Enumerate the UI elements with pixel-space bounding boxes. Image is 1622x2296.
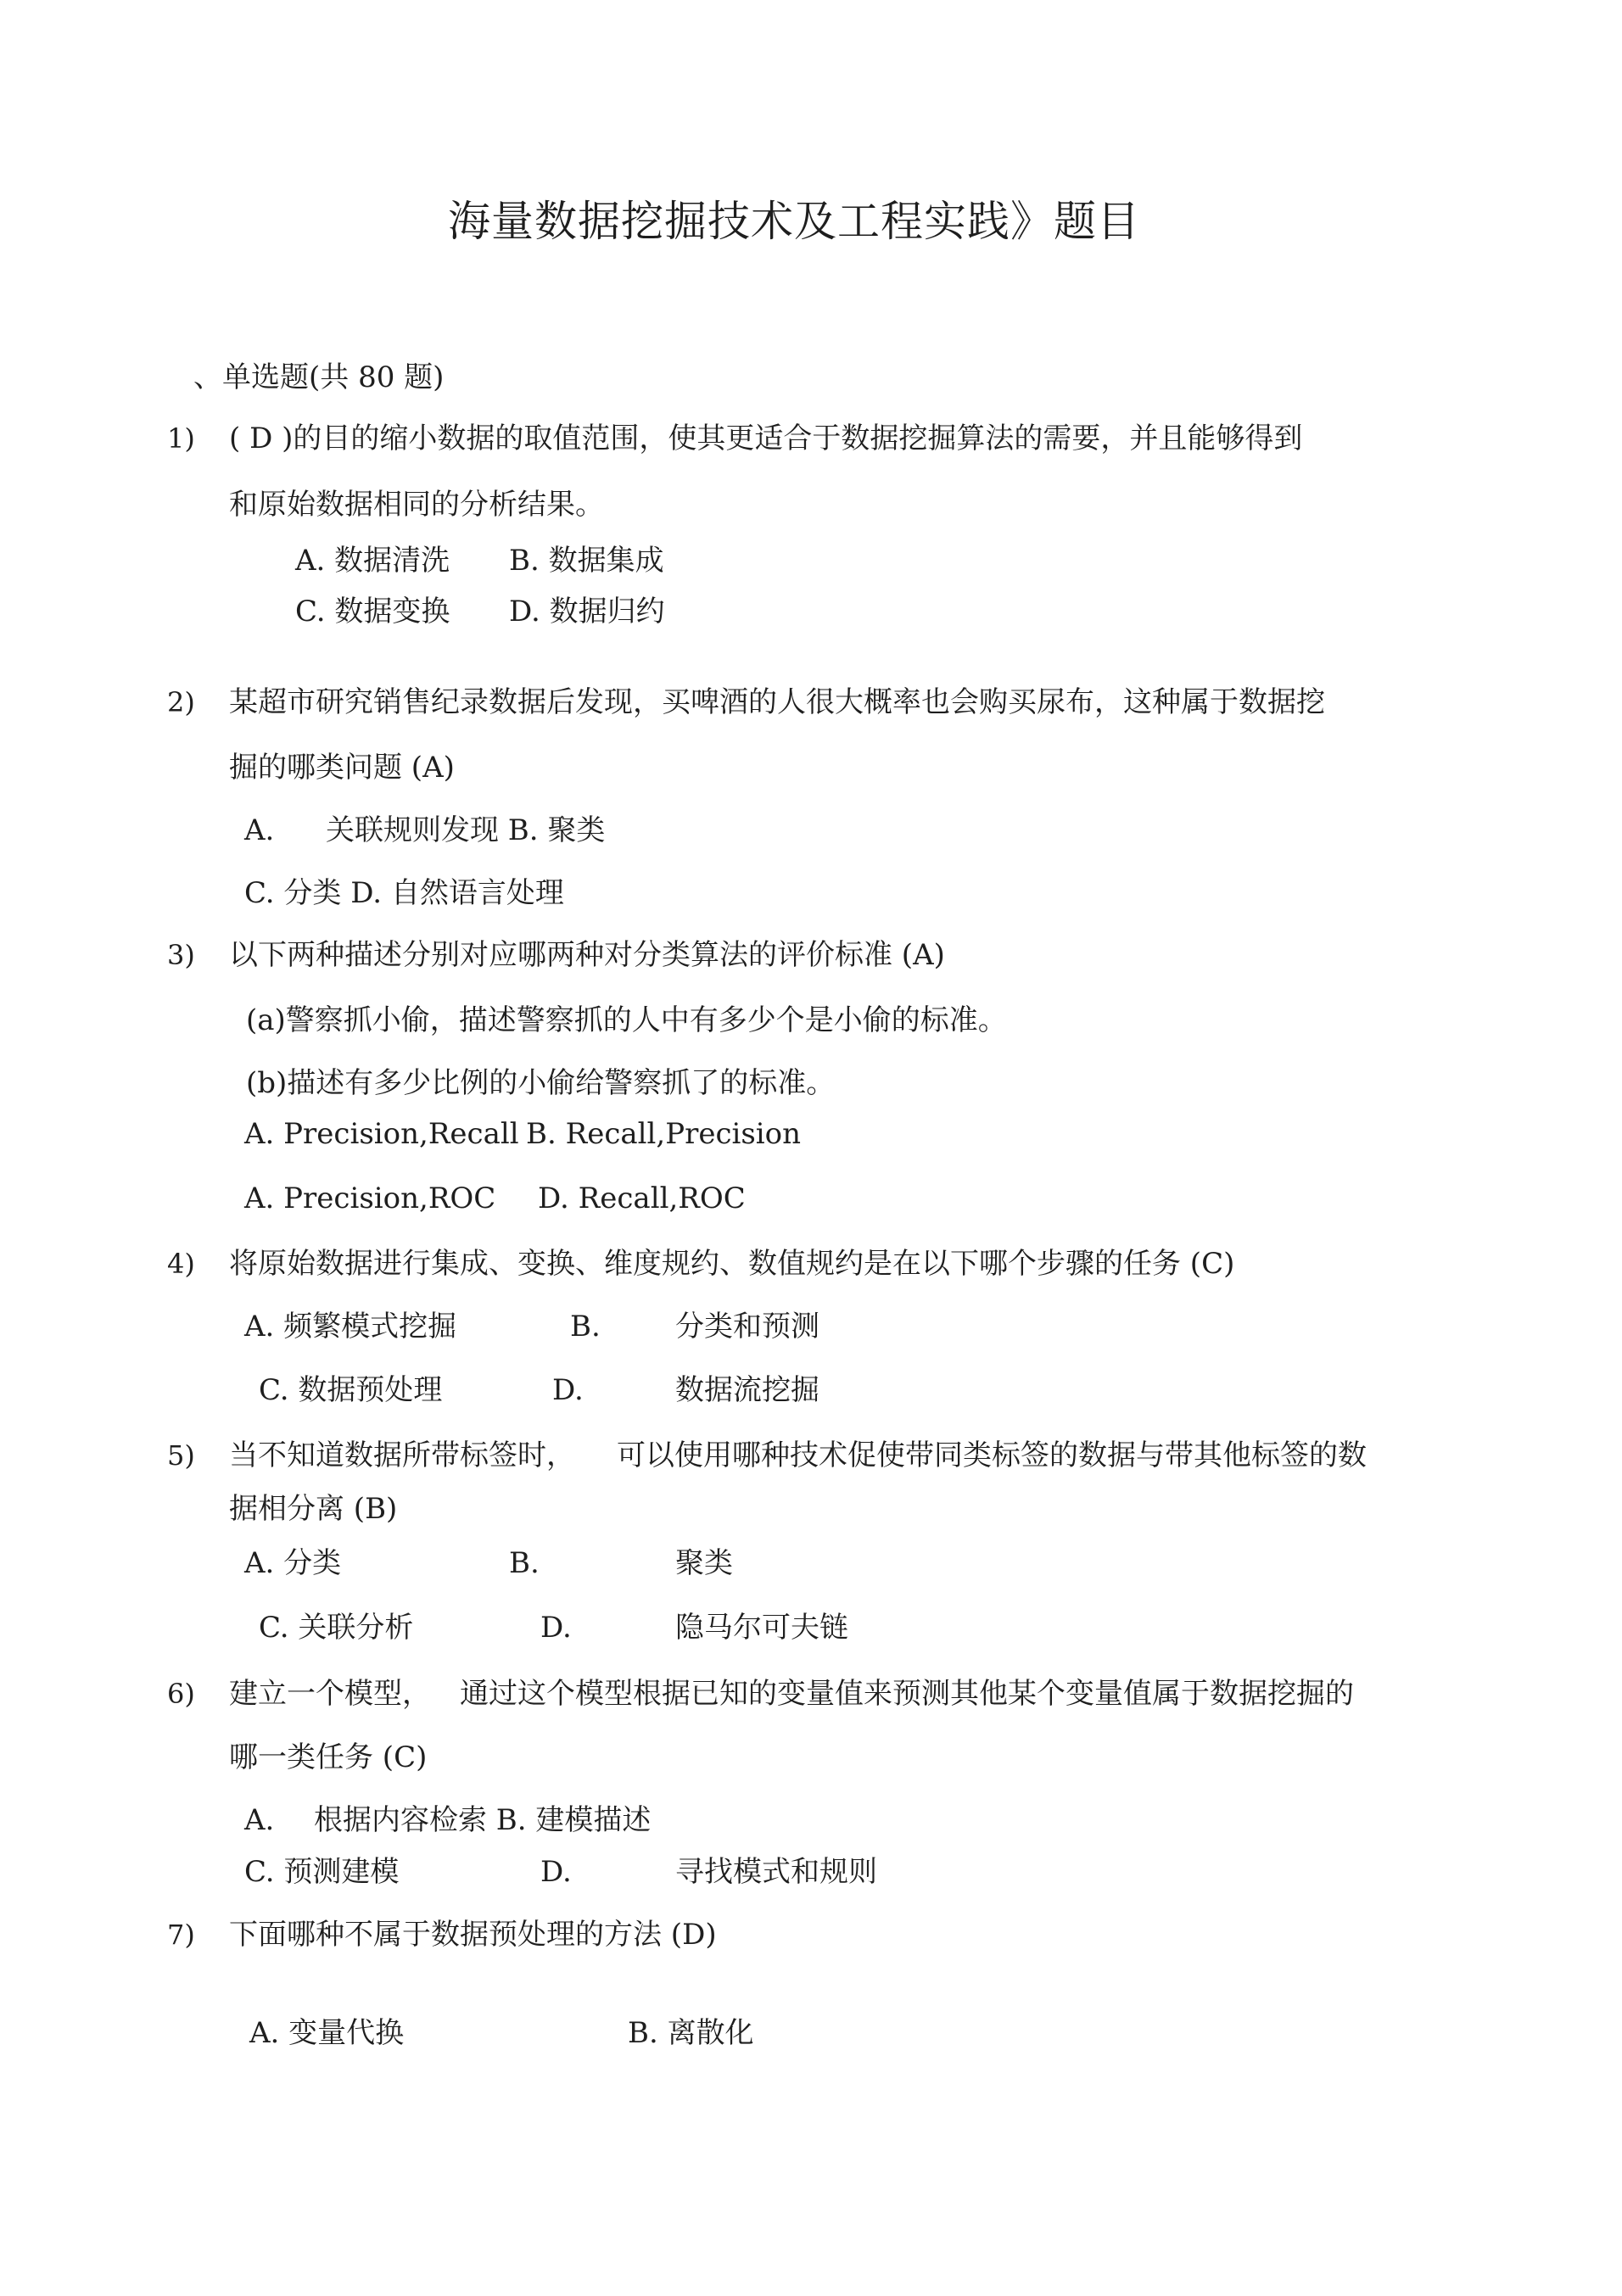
- option-d-text: 数据流挖掘: [675, 1373, 819, 1407]
- question-number: 2): [167, 686, 195, 718]
- option-c: C. 预测建模: [244, 1855, 400, 1889]
- option-d-text: 隐马尔可夫链: [675, 1611, 848, 1645]
- option-d: D. 数据归约: [509, 595, 665, 628]
- option-a-text: 关联规则发现 B. 聚类: [326, 813, 606, 847]
- option-a: A.: [244, 1803, 275, 1837]
- option-a: A. 频繁模式挖掘: [244, 1310, 457, 1344]
- question-number: 6): [167, 1678, 195, 1710]
- option-a: A. 分类: [244, 1546, 342, 1580]
- question-number: 1): [167, 422, 195, 455]
- section-heading: 、单选题(共 80 题): [193, 360, 445, 394]
- option-d: D.: [540, 1611, 572, 1645]
- option-a: A. 变量代换: [249, 2016, 405, 2050]
- option-d: D.: [552, 1373, 584, 1407]
- question-text: 通过这个模型根据已知的变量值来预测其他某个变量值属于数据挖掘的: [460, 1677, 1354, 1711]
- option-a: A.: [244, 813, 275, 847]
- option-b: B. Recall,Precision: [526, 1117, 802, 1151]
- question-number: 7): [167, 1919, 195, 1951]
- question-text: 据相分离 (B): [229, 1492, 398, 1526]
- option-b: B.: [570, 1310, 601, 1344]
- option-d: D. Recall,ROC: [538, 1182, 746, 1215]
- question-text: 下面哪种不属于数据预处理的方法 (D): [229, 1918, 717, 1952]
- question-text: 掘的哪类问题 (A): [229, 751, 455, 785]
- option-c: C. 分类 D. 自然语言处理: [244, 876, 564, 910]
- question-number: 5): [167, 1439, 195, 1472]
- question-text: 某超市研究销售纪录数据后发现，买啤酒的人很大概率也会购买尿布，这种属于数据挖: [229, 685, 1325, 719]
- option-c: A. Precision,ROC: [244, 1182, 496, 1215]
- question-text: 以下两种描述分别对应哪两种对分类算法的评价标准 (A): [229, 938, 945, 972]
- option-a-text: 根据内容检索 B. 建模描述: [314, 1803, 652, 1837]
- option-d-text: 寻找模式和规则: [675, 1855, 877, 1889]
- option-d: D.: [540, 1855, 572, 1889]
- question-text: 将原始数据进行集成、变换、维度规约、数值规约是在以下哪个步骤的任务 (C): [229, 1247, 1235, 1281]
- option-b: B. 数据集成: [509, 544, 664, 578]
- option-c: C. 数据预处理: [259, 1373, 443, 1407]
- question-text: 建立一个模型，: [229, 1677, 431, 1711]
- question-text: 可以使用哪种技术促使带同类标签的数据与带其他标签的数: [617, 1438, 1367, 1472]
- question-text: 当不知道数据所带标签时，: [229, 1438, 575, 1472]
- option-b: B. 离散化: [628, 2016, 754, 2050]
- question-text: 和原始数据相同的分析结果。: [229, 488, 604, 522]
- option-b-text: 聚类: [675, 1546, 733, 1580]
- question-text: 哪一类任务 (C): [229, 1740, 428, 1774]
- question-text: ( D )的目的缩小数据的取值范围，使其更适合于数据挖掘算法的需要，并且能够得到: [229, 422, 1303, 455]
- question-text: (a)警察抓小偷，描述警察抓的人中有多少个是小偷的标准。: [246, 1003, 1007, 1037]
- option-b-text: 分类和预测: [675, 1310, 819, 1344]
- question-text: (b)描述有多少比例的小偷给警察抓了的标准。: [246, 1066, 836, 1100]
- option-a: A. Precision,Recall: [244, 1117, 519, 1151]
- question-number: 4): [167, 1248, 195, 1280]
- question-number: 3): [167, 939, 195, 971]
- option-a: A. 数据清洗: [295, 544, 450, 578]
- option-c: C. 关联分析: [259, 1611, 414, 1645]
- document-title: 海量数据挖掘技术及工程实践》题目: [448, 197, 1140, 246]
- option-b: B.: [509, 1546, 540, 1580]
- option-c: C. 数据变换: [295, 595, 450, 628]
